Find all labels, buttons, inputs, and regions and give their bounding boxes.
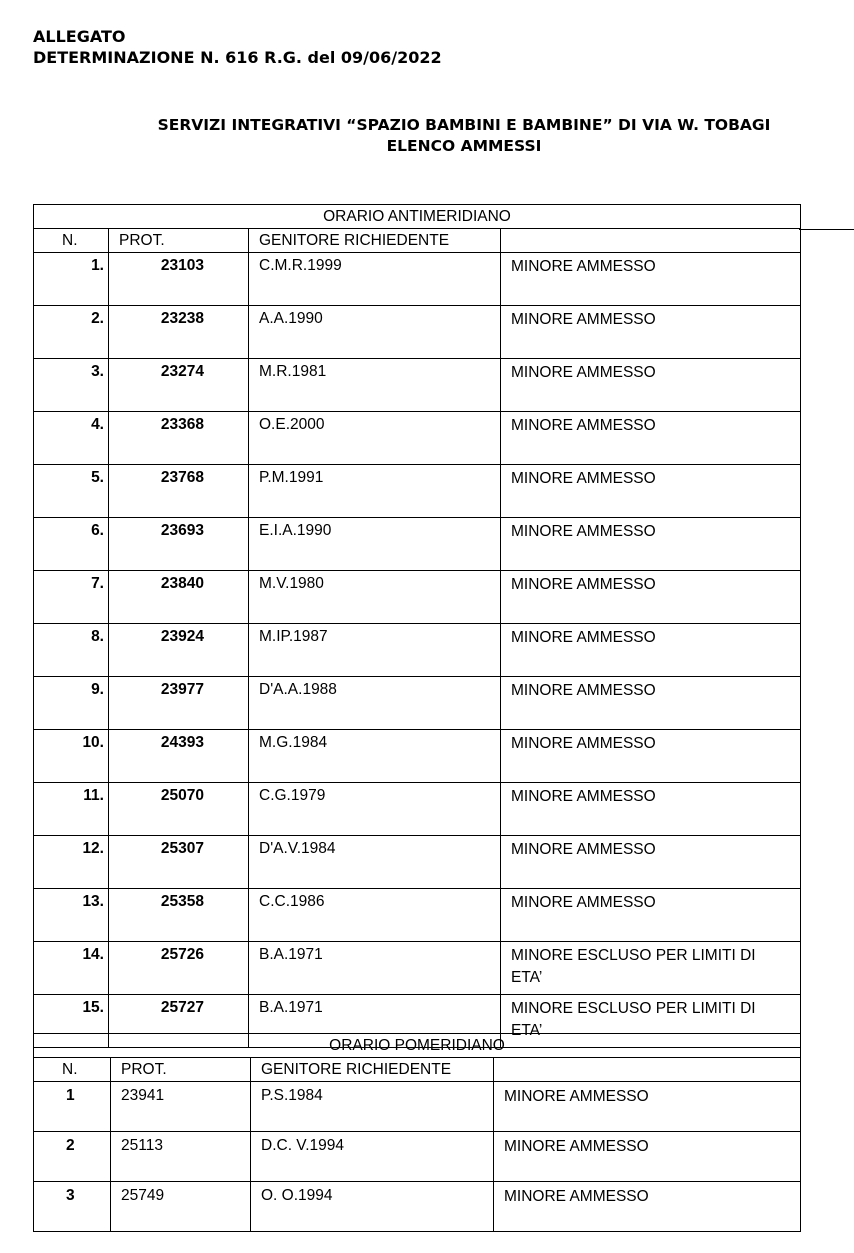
parent-code: M.IP.1987 bbox=[259, 628, 328, 645]
parent-code: M.G.1984 bbox=[259, 734, 328, 751]
protocol-number: 23368 bbox=[160, 416, 204, 433]
outcome: MINORE ESCLUSO PER LIMITI DI ETA’ bbox=[511, 947, 756, 986]
row-number: 3. bbox=[91, 363, 104, 380]
row-number: 5. bbox=[91, 469, 104, 486]
table-row bbox=[34, 253, 801, 306]
document-title: SERVIZI INTEGRATIVI “SPAZIO BAMBINI E BAMBINE” DI VIA W. TOBAGI bbox=[157, 116, 771, 134]
row-number: 1 bbox=[66, 1087, 75, 1104]
document-subtitle: ELENCO AMMESSI bbox=[386, 137, 542, 155]
morning-table-caption: ORARIO ANTIMERIDIANO bbox=[34, 205, 801, 229]
parent-code: A.A.1990 bbox=[259, 310, 323, 327]
parent-code: M.V.1980 bbox=[259, 575, 324, 592]
protocol-number: 23924 bbox=[160, 628, 204, 645]
parent-code: B.A.1971 bbox=[259, 946, 323, 963]
table-row bbox=[34, 465, 801, 518]
row-number: 9. bbox=[91, 681, 104, 698]
parent-code: D.C. V.1994 bbox=[261, 1137, 345, 1154]
protocol-number: 23977 bbox=[160, 681, 204, 698]
parent-code: C.M.R.1999 bbox=[259, 257, 342, 274]
outcome: MINORE AMMESSO bbox=[511, 523, 656, 540]
table-row bbox=[34, 624, 801, 677]
outcome: MINORE AMMESSO bbox=[504, 1088, 649, 1105]
outcome: MINORE AMMESSO bbox=[511, 894, 656, 911]
row-number: 2 bbox=[66, 1137, 75, 1154]
row-number: 4. bbox=[91, 416, 104, 433]
outcome: MINORE AMMESSO bbox=[511, 417, 656, 434]
table-row bbox=[34, 518, 801, 571]
table-row bbox=[34, 836, 801, 889]
outcome: MINORE AMMESSO bbox=[504, 1188, 649, 1205]
parent-code: B.A.1971 bbox=[259, 999, 323, 1016]
table-row bbox=[34, 889, 801, 942]
parent-code: C.C.1986 bbox=[259, 893, 325, 910]
table-row bbox=[34, 412, 801, 465]
outcome: MINORE AMMESSO bbox=[504, 1138, 649, 1155]
afternoon-table-header bbox=[34, 1058, 801, 1082]
row-number: 7. bbox=[91, 575, 104, 592]
column-header-prot: PROT. bbox=[119, 231, 165, 249]
outcome: MINORE AMMESSO bbox=[511, 576, 656, 593]
protocol-number: 23768 bbox=[160, 469, 204, 486]
protocol-number: 25307 bbox=[160, 840, 204, 857]
table-row bbox=[34, 1132, 801, 1182]
parent-code: O.E.2000 bbox=[259, 416, 325, 433]
protocol-number: 23941 bbox=[121, 1087, 165, 1104]
outcome: MINORE AMMESSO bbox=[511, 258, 656, 275]
outcome: MINORE AMMESSO bbox=[511, 682, 656, 699]
parent-code: M.R.1981 bbox=[259, 363, 327, 380]
protocol-number: 23103 bbox=[160, 257, 204, 274]
table-row bbox=[34, 730, 801, 783]
protocol-number: 23840 bbox=[160, 575, 204, 592]
parent-code: P.M.1991 bbox=[259, 469, 324, 486]
row-number: 1. bbox=[91, 257, 104, 274]
column-header-genitore: GENITORE RICHIEDENTE bbox=[259, 231, 450, 249]
protocol-number: 23274 bbox=[160, 363, 204, 380]
parent-code: E.I.A.1990 bbox=[259, 522, 332, 539]
determinazione-label: DETERMINAZIONE N. 616 R.G. del 09/06/2022 bbox=[33, 48, 442, 67]
protocol-number: 24393 bbox=[160, 734, 204, 751]
outcome: MINORE ESCLUSO PER LIMITI DI ETA’ bbox=[511, 1000, 756, 1039]
column-header-esito bbox=[494, 1061, 504, 1078]
outcome: MINORE AMMESSO bbox=[511, 841, 656, 858]
parent-code: D'A.V.1984 bbox=[259, 840, 336, 857]
protocol-number: 25070 bbox=[160, 787, 204, 804]
morning-table-header bbox=[34, 229, 801, 253]
parent-code: C.G.1979 bbox=[259, 787, 326, 804]
row-number: 11. bbox=[83, 787, 104, 804]
table-row bbox=[34, 359, 801, 412]
outcome: MINORE AMMESSO bbox=[511, 735, 656, 752]
parent-code: O. O.1994 bbox=[261, 1187, 333, 1204]
table-row bbox=[34, 306, 801, 359]
column-header-n: N. bbox=[62, 1060, 78, 1078]
outcome: MINORE AMMESSO bbox=[511, 629, 656, 646]
outcome: MINORE AMMESSO bbox=[511, 311, 656, 328]
protocol-number: 25358 bbox=[160, 893, 204, 910]
column-header-esito bbox=[501, 232, 511, 249]
outcome: MINORE AMMESSO bbox=[511, 788, 656, 805]
column-header-n: N. bbox=[62, 231, 78, 249]
protocol-number: 25727 bbox=[160, 999, 204, 1016]
protocol-number: 25113 bbox=[121, 1137, 163, 1154]
protocol-number: 25726 bbox=[160, 946, 204, 963]
row-number: 10. bbox=[82, 734, 104, 751]
allegato-label: ALLEGATO bbox=[33, 27, 126, 46]
afternoon-table bbox=[33, 1033, 801, 1232]
table-row bbox=[34, 1082, 801, 1132]
row-number: 8. bbox=[91, 628, 104, 645]
outcome: MINORE AMMESSO bbox=[511, 364, 656, 381]
protocol-number: 25749 bbox=[121, 1187, 165, 1204]
table-row bbox=[34, 677, 801, 730]
table-row bbox=[34, 783, 801, 836]
table-row bbox=[34, 1182, 801, 1232]
row-number: 15. bbox=[82, 999, 104, 1016]
morning-table bbox=[33, 204, 801, 1048]
protocol-number: 23238 bbox=[160, 310, 204, 327]
header-rule-extension bbox=[799, 229, 854, 230]
table-row bbox=[34, 571, 801, 624]
afternoon-table-caption: ORARIO POMERIDIANO bbox=[34, 1034, 801, 1058]
parent-code: P.S.1984 bbox=[261, 1087, 323, 1104]
protocol-number: 23693 bbox=[160, 522, 204, 539]
column-header-genitore: GENITORE RICHIEDENTE bbox=[261, 1060, 452, 1078]
row-number: 6. bbox=[91, 522, 104, 539]
row-number: 3 bbox=[66, 1187, 75, 1204]
outcome: MINORE AMMESSO bbox=[511, 470, 656, 487]
column-header-prot: PROT. bbox=[121, 1060, 167, 1078]
parent-code: D'A.A.1988 bbox=[259, 681, 337, 698]
row-number: 2. bbox=[91, 310, 104, 327]
row-number: 13. bbox=[82, 893, 104, 910]
row-number: 12. bbox=[82, 840, 104, 857]
table-row bbox=[34, 942, 801, 995]
row-number: 14. bbox=[82, 946, 104, 963]
